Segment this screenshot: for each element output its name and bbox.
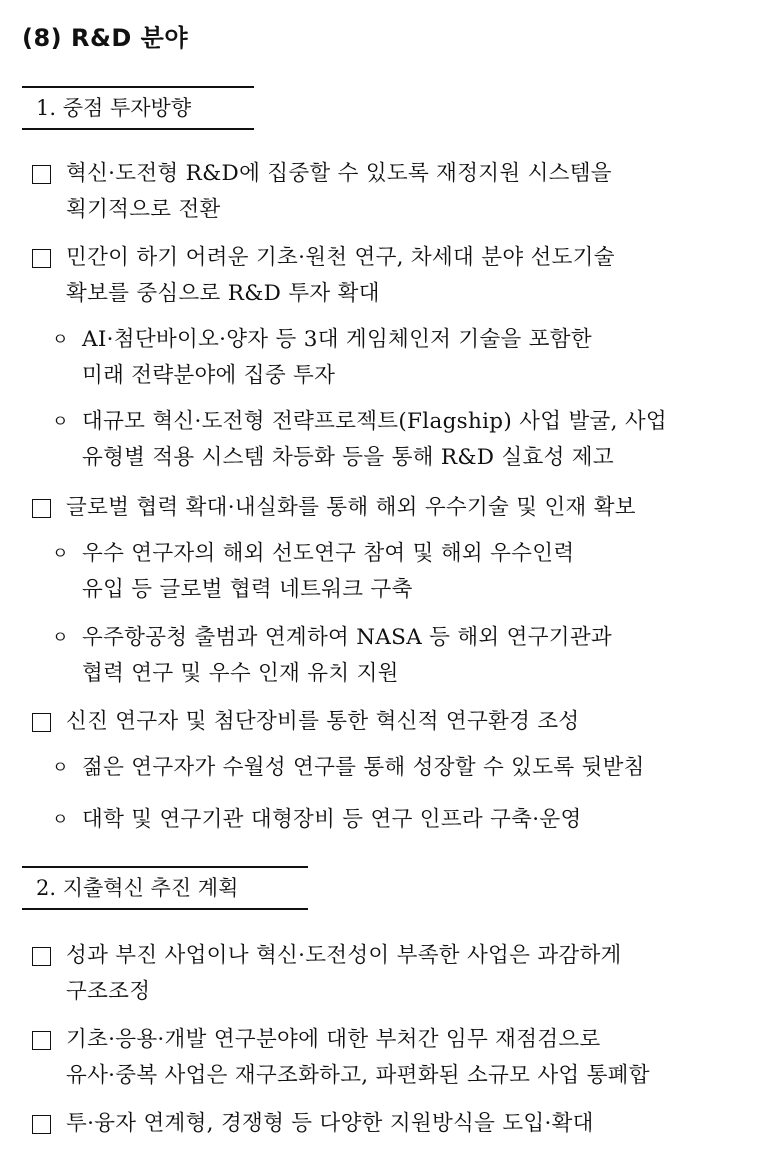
item-line: 글로벌 협력 확대·내실화를 통해 해외 우수기술 및 인재 확보 [66,495,636,520]
item-line: 획기적으로 전환 [66,197,221,222]
item-line: 대규모 혁신·도전형 전략프로젝트(Flagship) 사업 발굴, 사업 [82,409,667,434]
checkbox-square-icon [32,165,51,184]
circle-bullet-icon: ㅇ [52,758,69,778]
checkbox-square-icon [32,249,51,268]
item-line: 젊은 연구자가 수월성 연구를 통해 성장할 수 있도록 뒷받침 [82,755,645,780]
checkbox-square-icon [32,499,51,518]
item-line: 구조조정 [66,979,151,1004]
page-title: (8) R&D 분야 [22,24,189,52]
item-line: 투·융자 연계형, 경쟁형 등 다양한 지원방식을 도입·확대 [66,1111,594,1136]
item-line: 미래 전략분야에 집중 투자 [82,363,336,388]
item-line: 성과 부진 사업이나 혁신·도전성이 부족한 사업은 과감하게 [66,943,622,968]
circle-bullet-icon: ㅇ [52,412,69,432]
checkbox-square-icon [32,1031,51,1050]
item-line: 신진 연구자 및 첨단장비를 통한 혁신적 연구환경 조성 [66,709,580,734]
circle-bullet-icon: ㅇ [52,544,69,564]
item-line: 협력 연구 및 우수 인재 유치 지원 [82,661,399,686]
item-line: 유형별 적용 시스템 차등화 등을 통해 R&D 실효성 제고 [82,445,614,470]
checkbox-square-icon [32,1115,51,1134]
item-line: AI·첨단바이오·양자 등 3대 게임체인저 기술을 포함한 [82,327,592,352]
circle-bullet-icon: ㅇ [52,330,69,350]
item-line: 우수 연구자의 해외 선도연구 참여 및 해외 우수인력 [82,541,575,566]
item-line: 유입 등 글로벌 협력 네트워크 구축 [82,577,413,602]
section-heading-2: 2. 지출혁신 추진 계획 [22,866,308,910]
item-line: 혁신·도전형 R&D에 집중할 수 있도록 재정지원 시스템을 [66,161,612,186]
section-heading-1: 1. 중점 투자방향 [22,86,254,130]
item-line: 대학 및 연구기관 대형장비 등 연구 인프라 구축·운영 [82,807,582,832]
item-line: 기초·응용·개발 연구분야에 대한 부처간 임무 재점검으로 [66,1027,601,1052]
item-line: 유사·중복 사업은 재구조화하고, 파편화된 소규모 사업 통폐합 [66,1063,650,1088]
item-line: 우주항공청 출범과 연계하여 NASA 등 해외 연구기관과 [82,625,612,650]
circle-bullet-icon: ㅇ [52,810,69,830]
circle-bullet-icon: ㅇ [52,628,69,648]
checkbox-square-icon [32,947,51,966]
item-line: 민간이 하기 어려운 기초·원천 연구, 차세대 분야 선도기술 [66,245,615,270]
item-line: 확보를 중심으로 R&D 투자 확대 [66,281,380,306]
checkbox-square-icon [32,713,51,732]
